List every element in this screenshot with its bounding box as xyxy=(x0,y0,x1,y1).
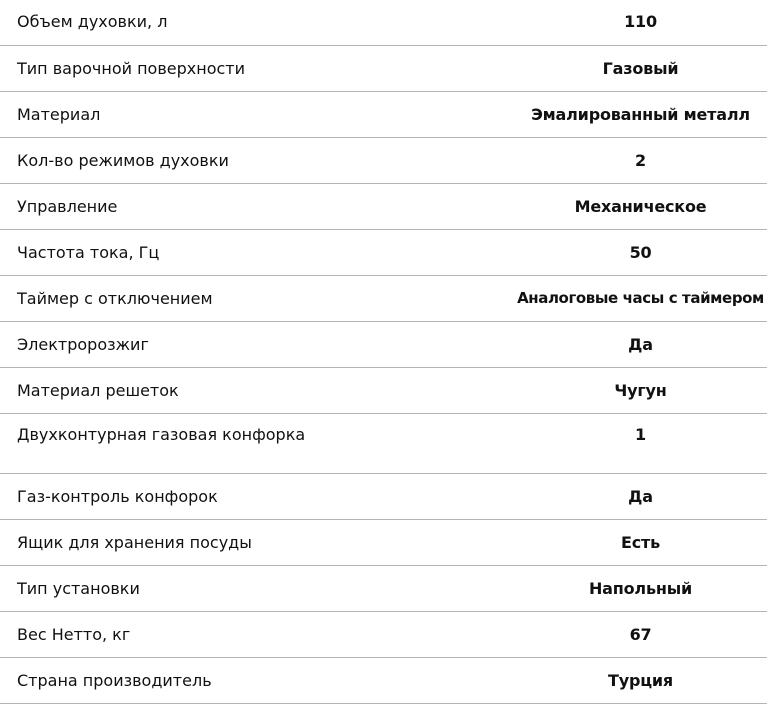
spec-label: Управление xyxy=(17,197,118,216)
spec-row-electric-ignition xyxy=(0,322,767,368)
spec-value: 50 xyxy=(629,243,652,262)
spec-row-hob-type xyxy=(0,46,767,92)
spec-row-oven-volume xyxy=(0,0,767,46)
spec-label: Материал xyxy=(17,105,101,124)
spec-value: 1 xyxy=(635,425,646,444)
spec-value: 2 xyxy=(635,151,646,170)
spec-label: Двухконтурная газовая конфорка xyxy=(17,425,306,444)
spec-label: Ящик для хранения посуды xyxy=(17,533,252,552)
spec-value: Да xyxy=(628,487,653,506)
spec-value: Газовый xyxy=(602,59,679,78)
spec-value: Есть xyxy=(620,533,660,552)
spec-label: Электророзжиг xyxy=(17,335,149,354)
spec-value: Эмалированный металл xyxy=(531,105,750,124)
spec-row-frequency xyxy=(0,230,767,276)
spec-row-oven-modes xyxy=(0,138,767,184)
spec-label: Газ-контроль конфорок xyxy=(17,487,218,506)
spec-value: 110 xyxy=(624,12,657,31)
spec-label: Вес Нетто, кг xyxy=(17,625,131,644)
spec-row-storage-drawer xyxy=(0,520,767,566)
spec-label: Объем духовки, л xyxy=(17,12,168,31)
spec-label: Кол-во режимов духовки xyxy=(17,151,229,170)
spec-row-material xyxy=(0,92,767,138)
spec-value: Напольный xyxy=(588,579,692,598)
spec-label: Страна производитель xyxy=(17,671,212,690)
spec-label: Частота тока, Гц xyxy=(17,243,160,262)
spec-label: Таймер с отключением xyxy=(17,289,213,308)
spec-label: Тип установки xyxy=(17,579,140,598)
spec-label: Материал решеток xyxy=(17,381,179,400)
spec-row-country xyxy=(0,658,767,704)
spec-row-timer xyxy=(0,276,767,322)
spec-value: Аналоговые часы с таймером xyxy=(517,289,764,307)
spec-value: Механическое xyxy=(574,197,707,216)
spec-value: Турция xyxy=(608,671,673,690)
spec-row-dual-burner xyxy=(0,414,767,474)
spec-row-grate-material xyxy=(0,368,767,414)
spec-value: Чугун xyxy=(614,381,667,400)
spec-row-control xyxy=(0,184,767,230)
spec-row-installation-type xyxy=(0,566,767,612)
spec-value: 67 xyxy=(629,625,652,644)
spec-row-net-weight xyxy=(0,612,767,658)
spec-value: Да xyxy=(628,335,653,354)
spec-label: Тип варочной поверхности xyxy=(17,59,245,78)
spec-row-gas-control xyxy=(0,474,767,520)
